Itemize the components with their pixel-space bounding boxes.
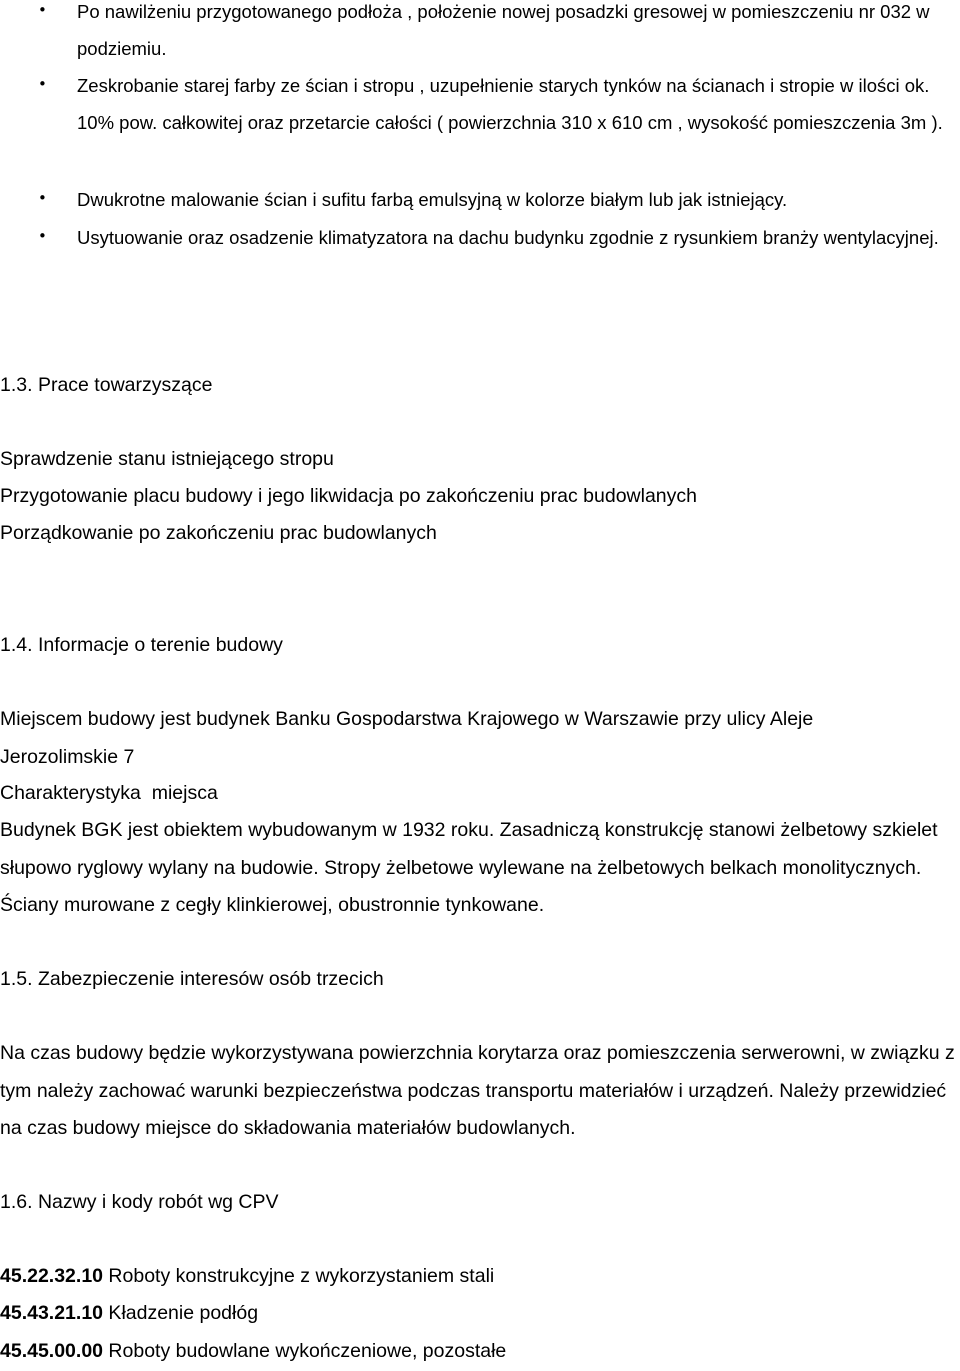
section-heading-1-4: 1.4. Informacje o terenie budowy xyxy=(0,634,283,656)
cpv-code: 45.45.00.00 xyxy=(0,1340,104,1362)
bullet-text: Usytuowanie oraz osadzenie klimatyzatora na dachu budynku zgodnie z rysunkiem branży wentylacyjnej. xyxy=(77,227,939,248)
characteristics-heading: Charakterystyka miejsca xyxy=(0,782,218,804)
cpv-code: 45.22.32.10 xyxy=(0,1265,104,1287)
cpv-row xyxy=(0,1333,958,1371)
bullet-icon: • xyxy=(38,75,47,93)
building-description: Budynek BGK jest obiektem wybudowanym w 1932 roku. Zasadniczą konstrukcję stanowi żelbetowy szkielet słupowo ryglowy wylany na budowie. Stropy żelbetowe wylewane na żelbetowych belkach monolitycznych. Ściany murowane z cegły klinkierowej, obustronnie tynkowane. xyxy=(0,819,938,916)
cpv-code: 45.43.21.10 xyxy=(0,1302,104,1324)
task-line: Przygotowanie placu budowy i jego likwidacja po zakończeniu prac budowlanych xyxy=(0,485,697,507)
location-paragraph: Miejscem budowy jest budynek Banku Gospodarstwa Krajowego w Warszawie przy ulicy Aleje Jerozolimskie 7 xyxy=(0,708,814,768)
bullet-icon: • xyxy=(38,1,47,19)
section-heading-1-3: 1.3. Prace towarzyszące xyxy=(0,374,213,396)
section-heading-1-5: 1.5. Zabezpieczenie interesów osób trzecich xyxy=(0,968,384,990)
cpv-row xyxy=(0,1258,958,1296)
cpv-name: Roboty budowlane wykończeniowe, pozostałe xyxy=(103,1340,507,1362)
section-heading-1-6: 1.6. Nazwy i kody robót wg CPV xyxy=(0,1191,279,1213)
bullet-text: Po nawilżeniu przygotowanego podłoża , położenie nowej posadzki gresowej w pomieszczeniu nr 032 w podziemiu. xyxy=(77,1,930,59)
third-party-paragraph: Na czas budowy będzie wykorzystywana powierzchnia korytarza oraz pomieszczenia serwerowni, w związku z tym należy zachować warunki bezpieczeństwa podczas transportu materiałów i urządzeń. Należy przewidzieć na czas budowy miejsce do składowania materiałów budowlanych. xyxy=(0,1042,955,1139)
cpv-name: Roboty konstrukcyjne z wykorzystaniem stali xyxy=(103,1265,495,1287)
bullet-icon: • xyxy=(38,189,47,207)
task-line: Porządkowanie po zakończeniu prac budowlanych xyxy=(0,522,437,544)
bullet-text: Zeskrobanie starej farby ze ścian i stropu , uzupełnienie starych tynków na ścianach i stropie w ilości ok. 10% pow. całkowitej oraz przetarcie całości ( powierzchnia 310 x 610 cm , wysokość pomieszczenia 3m ). xyxy=(77,75,943,133)
task-line: Sprawdzenie stanu istniejącego stropu xyxy=(0,448,334,470)
bullet-text: Dwukrotne malowanie ścian i sufitu farbą emulsyjną w kolorze białym lub jak istniejący. xyxy=(77,189,788,210)
cpv-row xyxy=(0,1295,958,1333)
bullet-icon: • xyxy=(38,227,47,245)
cpv-name: Kładzenie podłóg xyxy=(103,1302,259,1324)
